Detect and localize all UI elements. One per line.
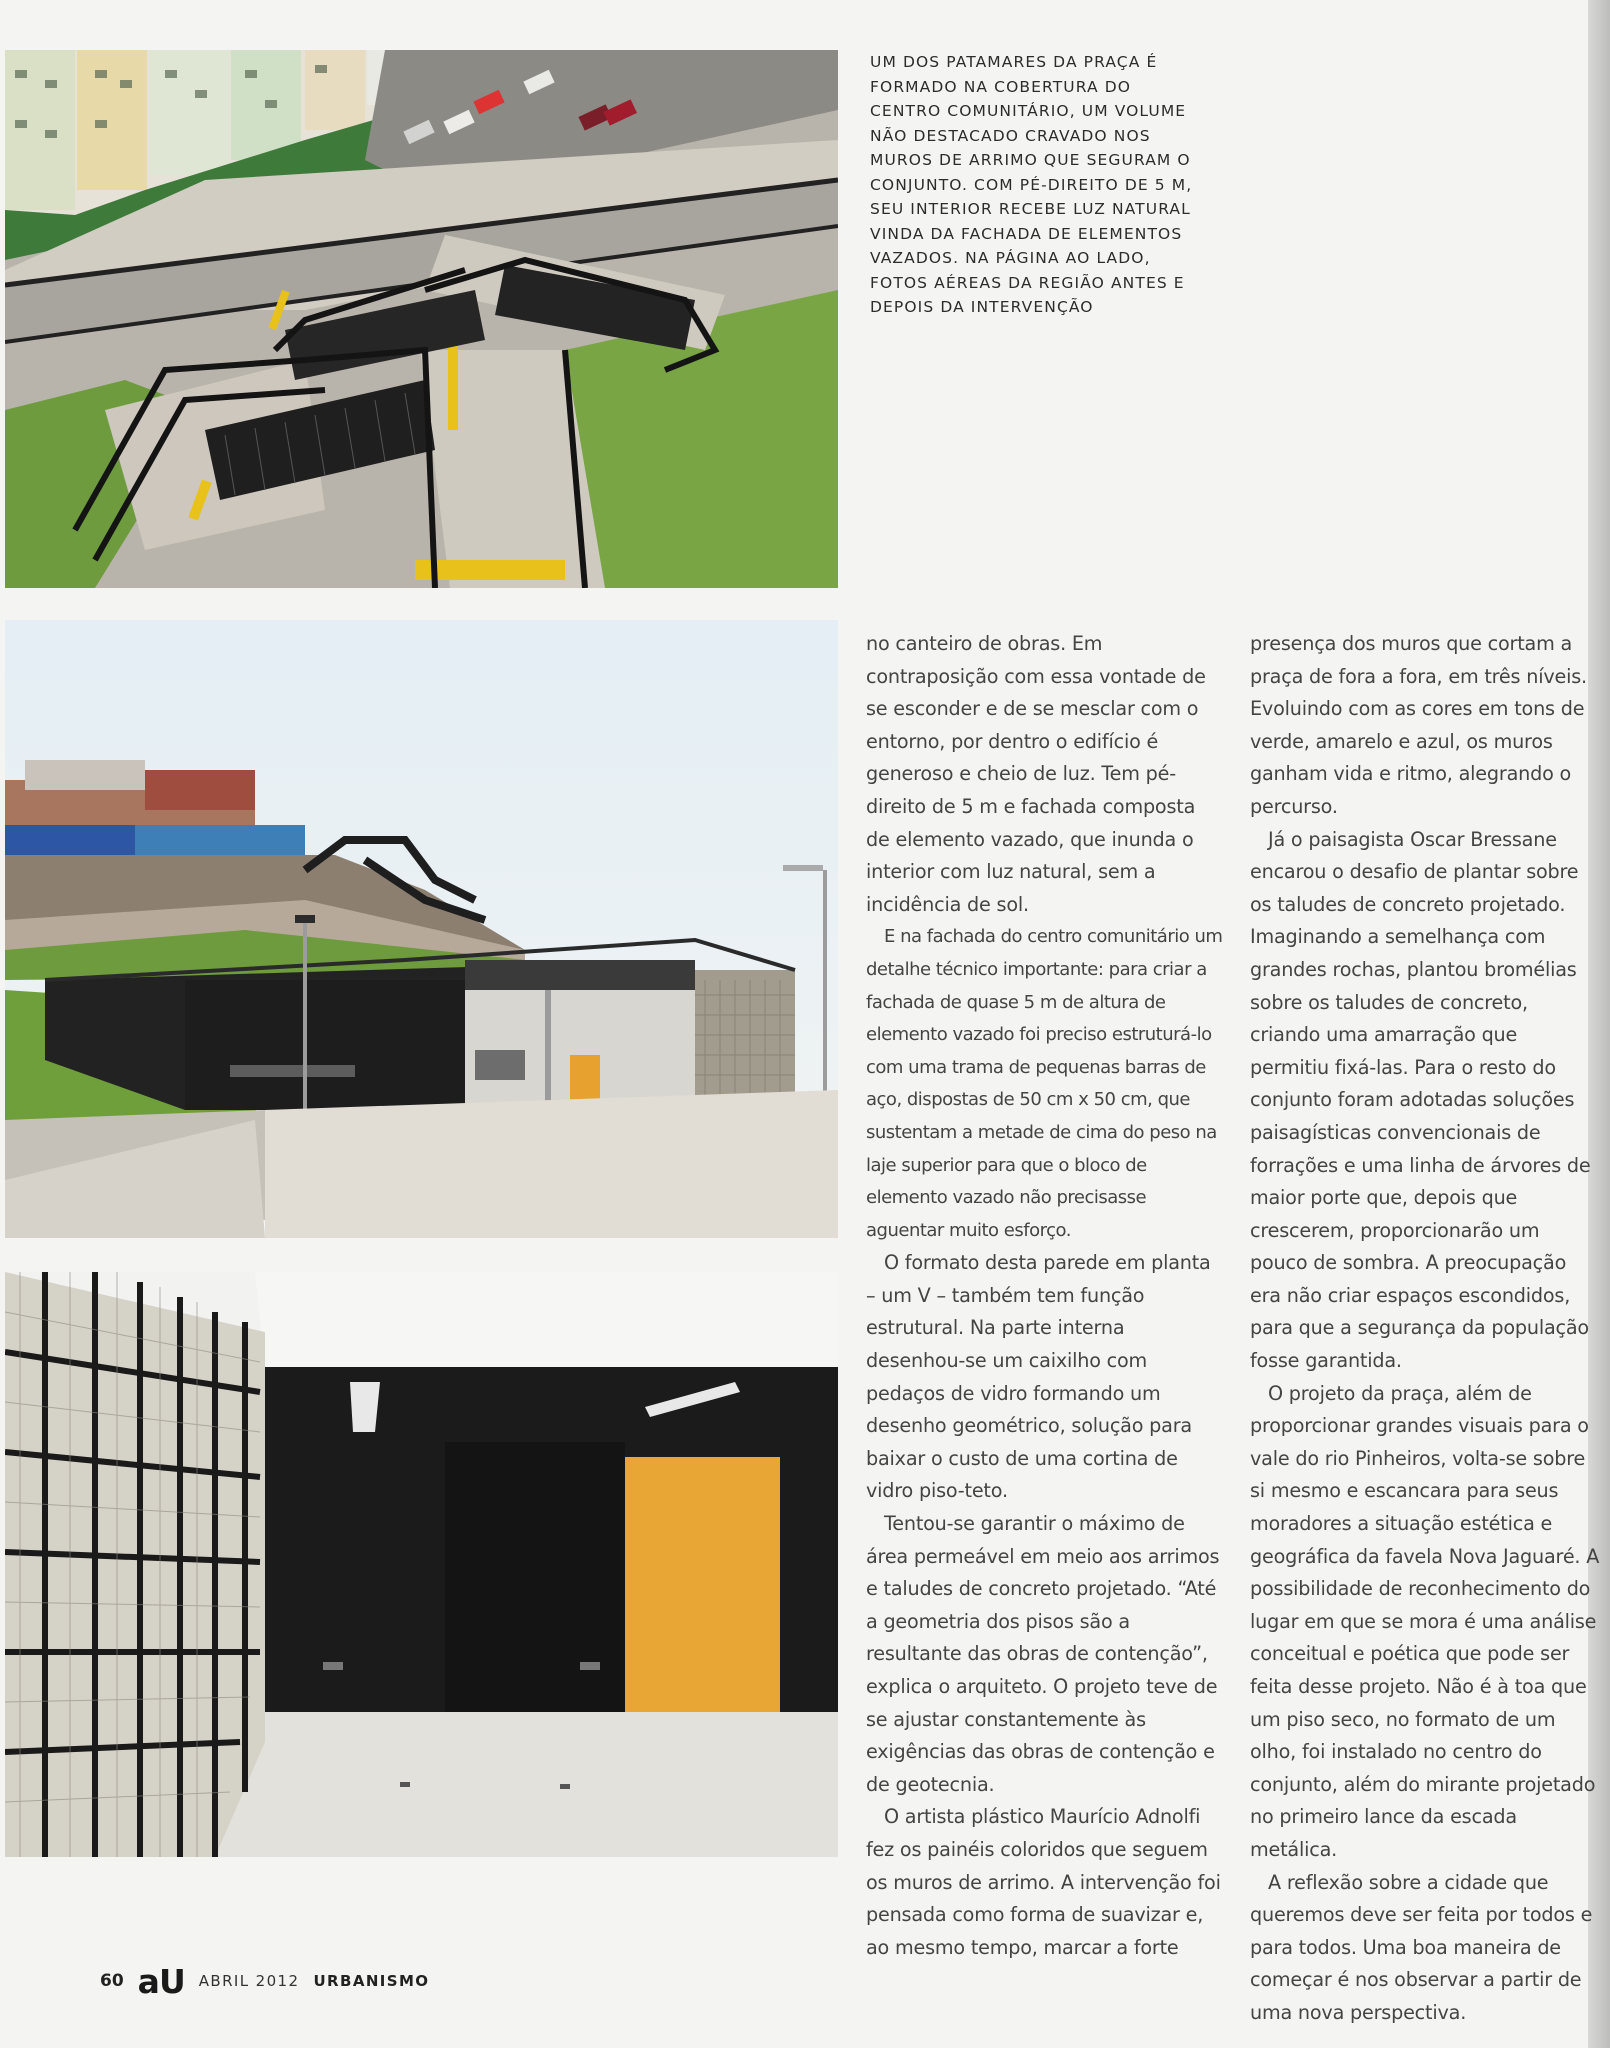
paragraph: O formato desta parede em planta – um V – também tem função estrutural. Na parte interna desenhou-se um caixilho com pedaços de vidro formando um desenho geométrico, solução para baixar o custo de uma cortina de vidro piso-teto. (866, 1251, 1211, 1503)
paragraph: E na fachada do centro comunitário um detalhe técnico importante: para criar a fachada de quase 5 m de altura de elemento vazado foi preciso estruturá-lo com uma trama de pequenas barras de aço, dispostas de 50 cm x 50 cm, que sustentam a metade de cima do peso na laje superior para que o bloco de elemento vazado não precisasse aguentar muito esforço. (866, 926, 1223, 1241)
paragraph: A reflexão sobre a cidade que queremos deve ser feita por todos e para todos. Uma boa maneira de começar é nos observar a partir de uma nova perspectiva. (1250, 1870, 1593, 2024)
page-number: 60 (100, 1971, 124, 1991)
photo-stairs-illustration (5, 50, 838, 588)
photo-interior-hall (5, 1272, 838, 1857)
photo-caption: UM DOS PATAMARES DA PRAÇA É FORMADO NA COBERTURA DO CENTRO COMUNITÁRIO, UM VOLUME NÃO DESTACADO CRAVADO NOS MUROS DE ARRIMO QUE SEGURAM O CONJUNTO. COM PÉ-DIREITO DE 5 M, SEU INTERIOR RECEBE LUZ NATURAL VINDA DA FACHADA DE ELEMENTOS VAZADOS. NA PÁGINA AO LADO, FOTOS AÉREAS DA REGIÃO ANTES E DEPOIS DA INTERVENÇÃO (870, 53, 1193, 316)
paragraph: O projeto da praça, além de proporcionar grandes visuais para o vale do rio Pinheiros, volta-se sobre si mesmo e escancara para seus moradores a situação estética e geográfica da favela Nova Jaguaré. A possibilidade de reconhecimento do lugar em que se mora é uma análise conceitual e poética que pode ser feita desse projeto. Não é à toa que um piso seco, no formato de um olho, foi instalado no centro do conjunto, além do mirante projetado no primeiro lance da escada metálica. (1250, 1381, 1600, 1861)
paragraph: no canteiro de obras. Em contraposição com essa vontade de se esconder e de se mesclar com o entorno, por dentro o edifício é generoso e cheio de luz. Tem pé-direito de 5 m e fachada composta de elemento vazado, que inunda o interior com luz natural, sem a incidência de sol. (866, 632, 1206, 916)
body-text-column-left (866, 628, 1224, 1964)
body-text-column-right (1250, 628, 1600, 2030)
photo-interior-illustration (5, 1272, 838, 1857)
paragraph: presença dos muros que cortam a praça de fora a fora, em três níveis. Evoluindo com as cores em tons de verde, amarelo e azul, os muros ganham vida e ritmo, alegrando o percurso. (1250, 632, 1587, 818)
issue-date: ABRIL 2012 (198, 1972, 300, 1990)
paragraph: Já o paisagista Oscar Bressane encarou o desafio de plantar sobre os taludes de concreto projetado. Imaginando a semelhança com grandes rochas, plantou bromélias sobre os taludes de concreto, criando uma amarração que permitiu fixá-las. Para o resto do conjunto foram adotadas soluções paisagísticas convencionais de forrações e uma linha de árvores de maior porte que, depois que crescerem, proporcionarão um pouco de sombra. A preocupação era não criar espaços escondidos, para que a segurança da população fosse garantida. (1250, 827, 1591, 1373)
magazine-logo: aU (137, 1961, 185, 2001)
page-footer (100, 1961, 430, 2001)
photo-stairs-ramps (5, 50, 838, 588)
photo-building-illustration (5, 620, 838, 1238)
section-name: URBANISMO (313, 1972, 430, 1990)
photo-community-center (5, 620, 838, 1238)
paragraph: Tentou-se garantir o máximo de área permeável em meio aos arrimos e taludes de concreto projetado. “Até a geometria dos pisos são a resultante das obras de contenção”, explica o arquiteto. O projeto teve de se ajustar constantemente às exigências das obras de contenção e de geotecnia. (866, 1512, 1220, 1796)
paragraph: O artista plástico Maurício Adnolfi fez os painéis coloridos que seguem os muros de arrimo. A intervenção foi pensada como forma de suavizar e, ao mesmo tempo, marcar a forte (866, 1805, 1221, 1959)
